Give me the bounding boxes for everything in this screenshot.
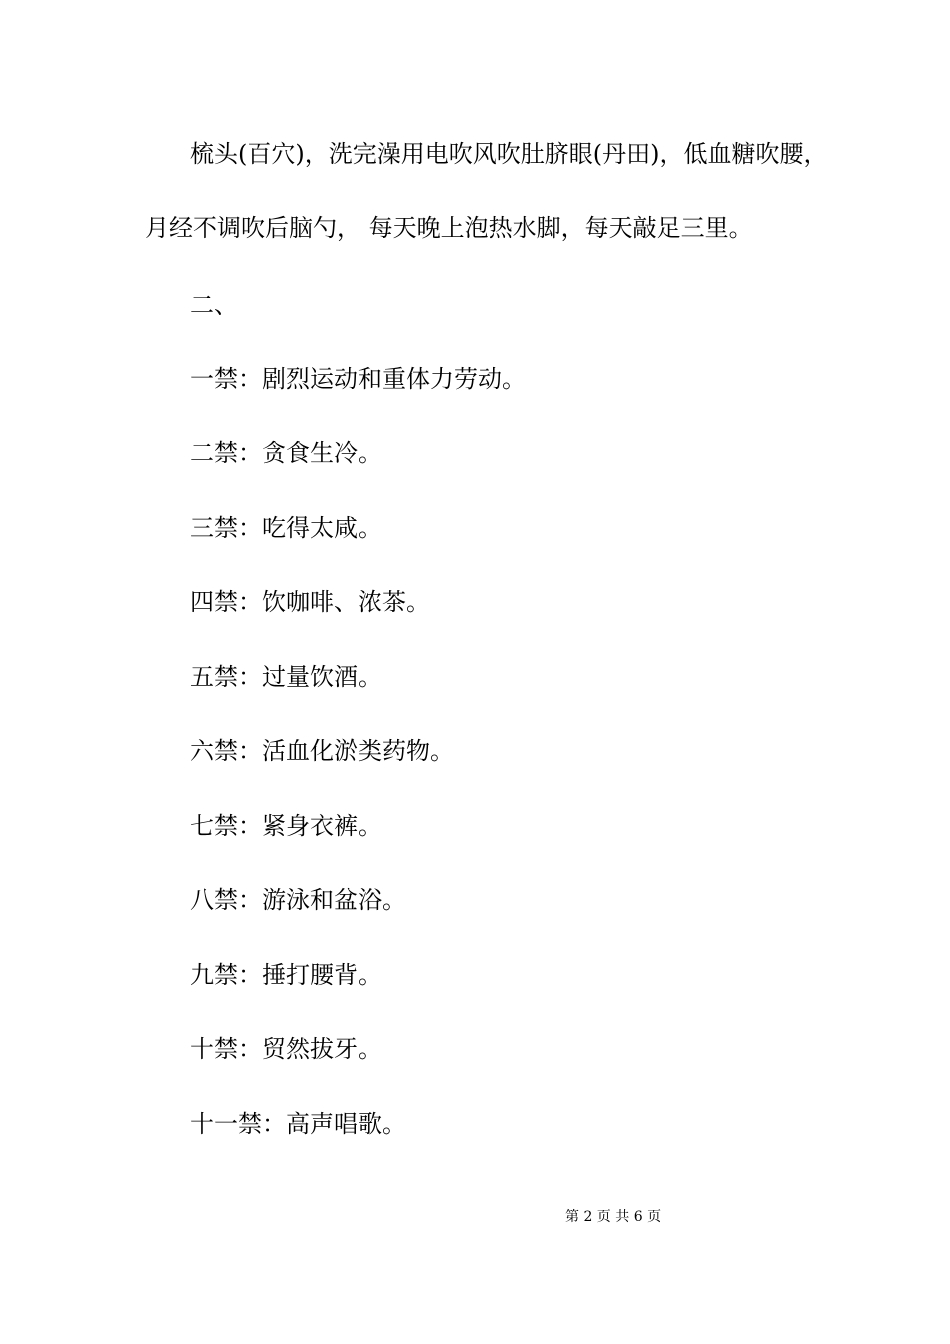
prohibition-item-8: 八禁：游泳和盆浴。 (190, 886, 406, 914)
prohibition-item-6: 六禁：活血化淤类药物。 (190, 737, 454, 765)
prohibition-item-11: 十一禁：高声唱歌。 (190, 1110, 406, 1138)
prohibition-item-9: 九禁：捶打腰背。 (190, 961, 382, 989)
section-heading: 二、 (190, 291, 238, 319)
prohibition-item-1: 一禁：剧烈运动和重体力劳动。 (190, 365, 526, 393)
paragraph-line-1: 梳头(百穴)，洗完澡用电吹风吹肚脐眼(丹田)，低血糖吹腰， (190, 140, 828, 168)
prohibition-item-3: 三禁：吃得太咸。 (190, 514, 382, 542)
prohibition-item-5: 五禁：过量饮酒。 (190, 663, 382, 691)
prohibition-item-4: 四禁：饮咖啡、浓茶。 (190, 588, 430, 616)
page-footer: 第 2 页 共 6 页 (565, 1209, 662, 1225)
prohibition-item-7: 七禁：紧身衣裤。 (190, 812, 382, 840)
paragraph-line-2: 月经不调吹后脑勺， 每天晚上泡热水脚，每天敲足三里。 (145, 214, 753, 242)
prohibition-item-10: 十禁：贸然拔牙。 (190, 1035, 382, 1063)
prohibition-item-2: 二禁：贪食生冷。 (190, 439, 382, 467)
